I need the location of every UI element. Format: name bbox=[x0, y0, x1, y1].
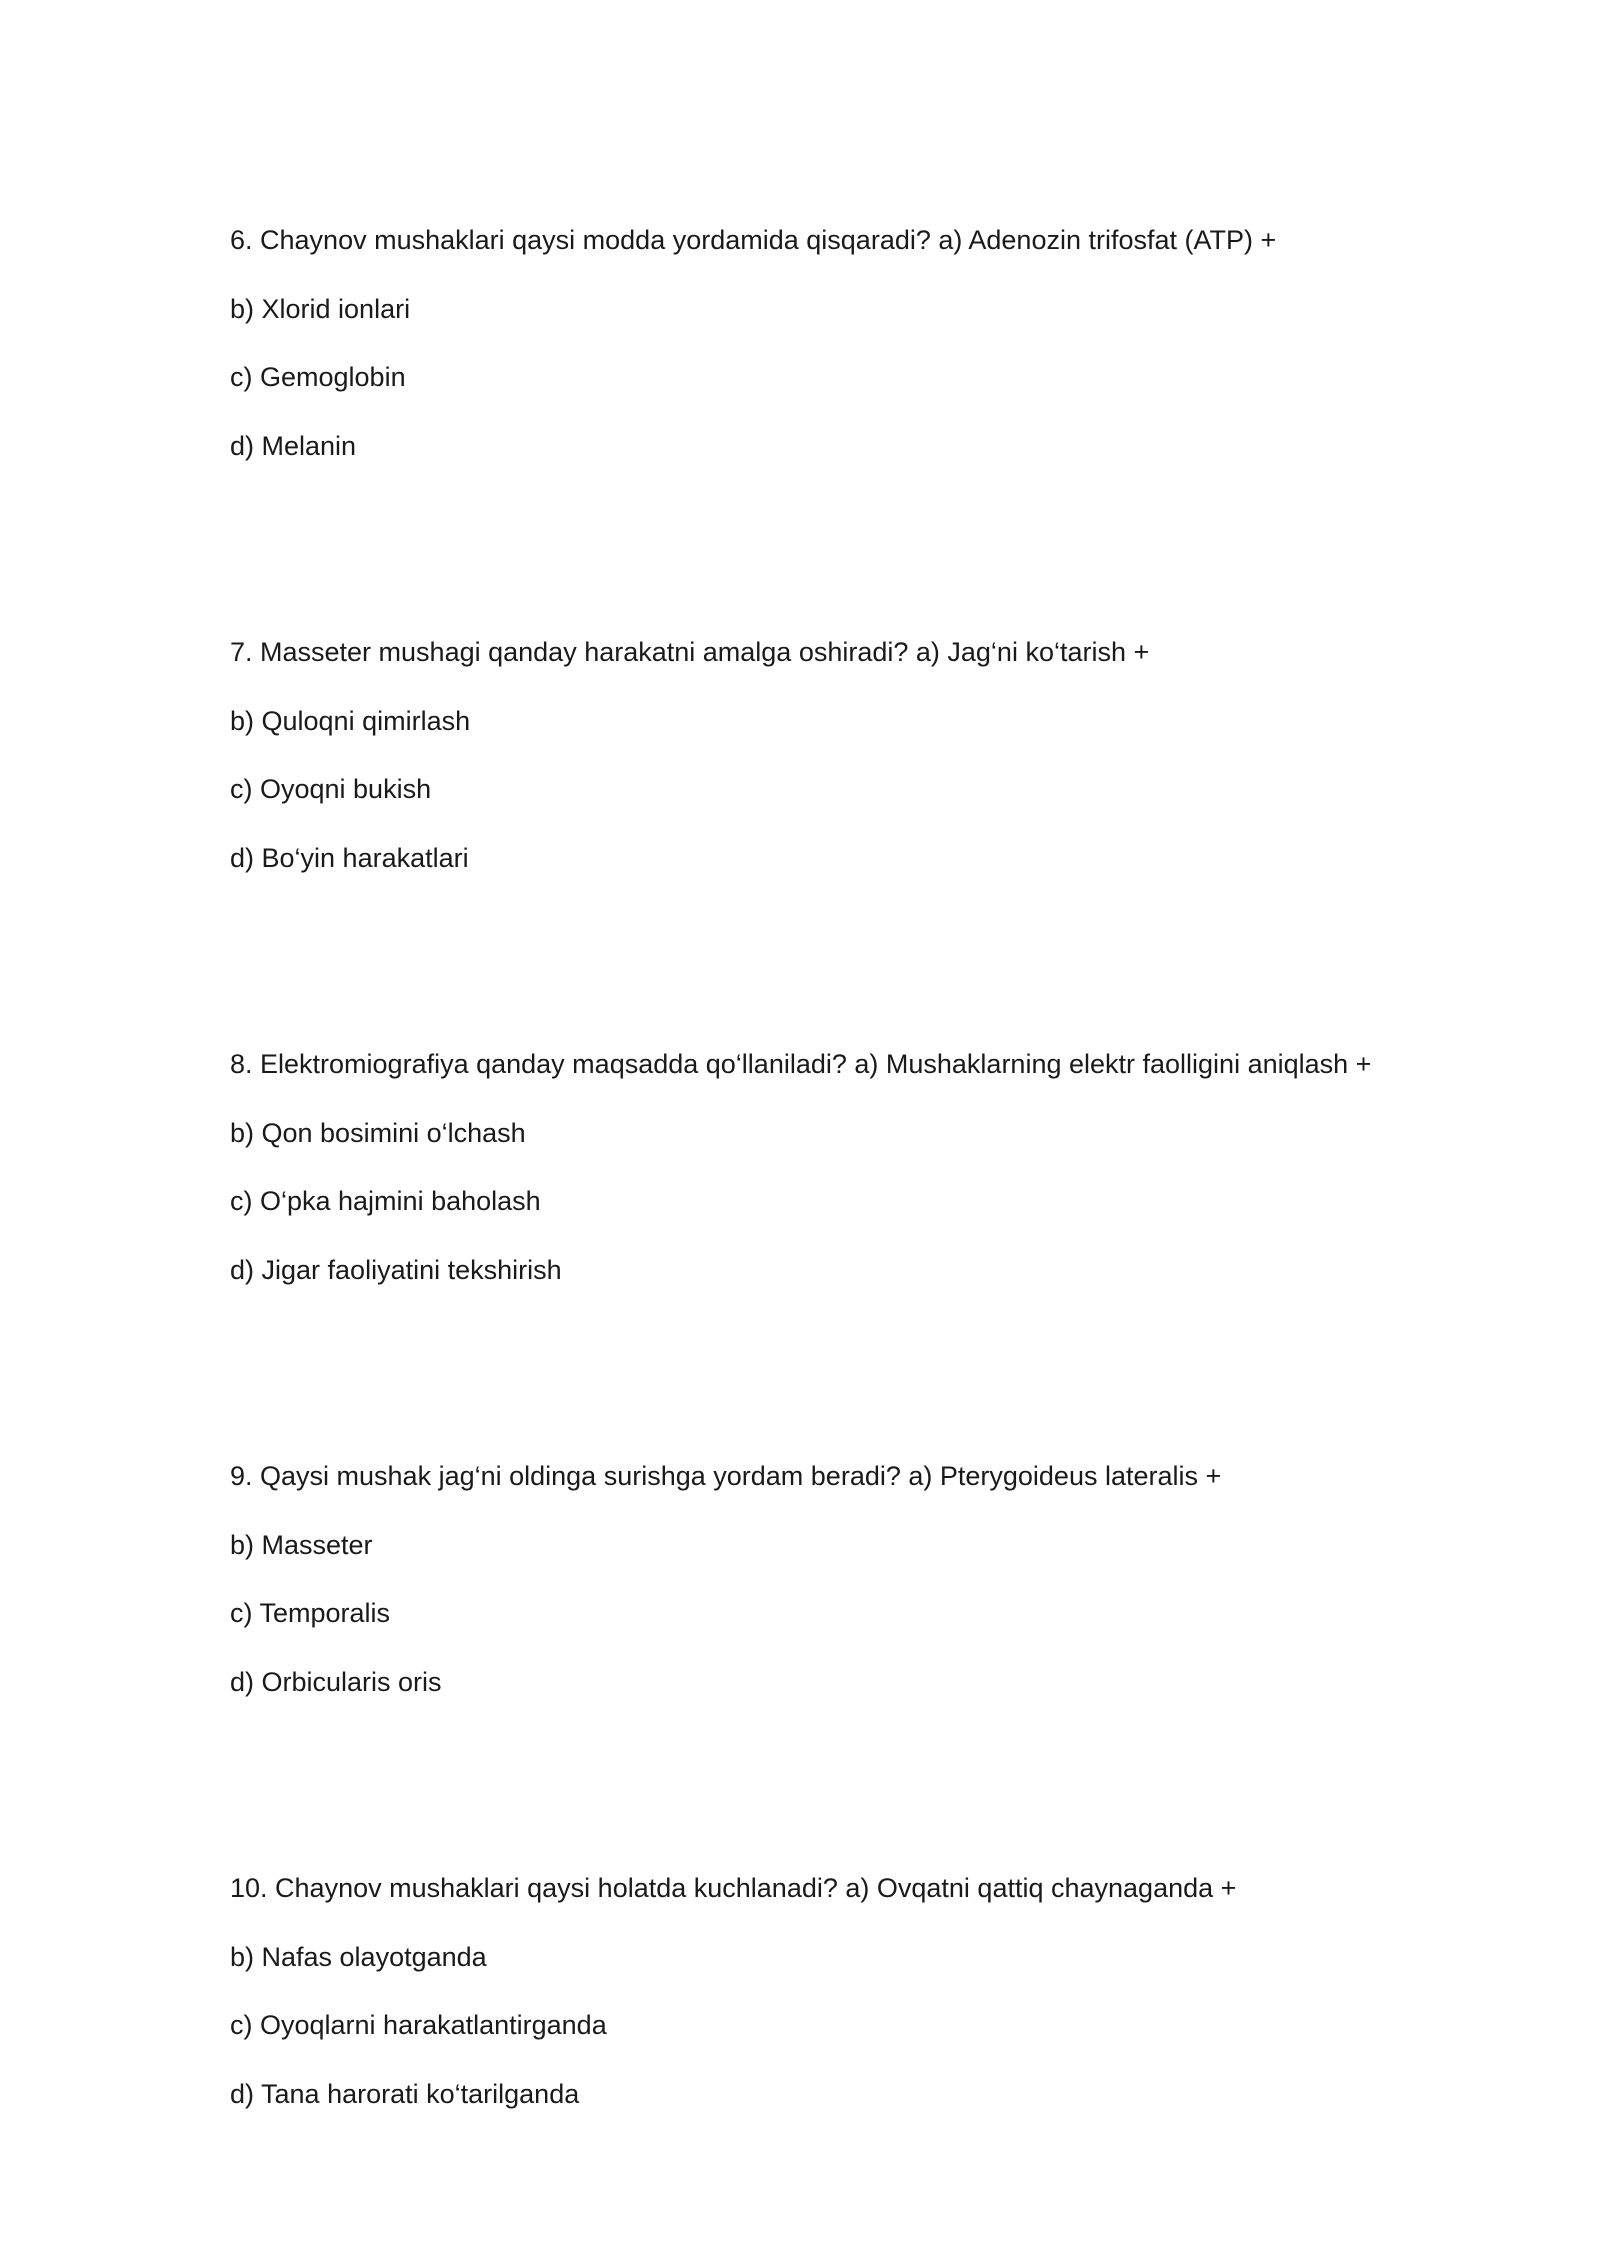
question-6 bbox=[230, 224, 1430, 462]
answer-option-c: c) O‘pka hajmini baholash bbox=[230, 1186, 541, 1216]
answer-option-b: b) Xlorid ionlari bbox=[230, 293, 411, 324]
answer-option-c: c) Oyoqlarni harakatlantirganda bbox=[230, 2010, 607, 2040]
answer-option-c: c) Temporalis bbox=[230, 1598, 391, 1628]
answer-option-d: d) Melanin bbox=[230, 430, 357, 461]
question-prompt: 7. Masseter mushagi qanday harakatni amalga oshiradi? a) Jag‘ni ko‘tarish + bbox=[230, 637, 1150, 667]
question-8 bbox=[230, 1048, 1430, 1286]
question-9 bbox=[230, 1460, 1430, 1698]
answer-option-b: b) Quloqni qimirlash bbox=[230, 705, 471, 736]
question-prompt: 8. Elektromiografiya qanday maqsadda qo‘llaniladi? a) Mushaklarning elektr faolligini aniqlash + bbox=[230, 1049, 1372, 1079]
answer-option-b: b) Qon bosimini o‘lchash bbox=[230, 1117, 526, 1148]
answer-option-c: c) Gemoglobin bbox=[230, 362, 406, 392]
answer-option-d: d) Orbicularis oris bbox=[230, 1666, 442, 1697]
question-10 bbox=[230, 1872, 1430, 2110]
answer-option-d: d) Jigar faoliyatini tekshirish bbox=[230, 1254, 562, 1285]
question-prompt: 9. Qaysi mushak jag‘ni oldinga surishga yordam beradi? a) Pterygoideus lateralis + bbox=[230, 1461, 1222, 1491]
answer-option-b: b) Masseter bbox=[230, 1529, 373, 1560]
answer-option-c: c) Oyoqni bukish bbox=[230, 774, 432, 804]
answer-option-d: d) Tana harorati ko‘tarilganda bbox=[230, 2078, 580, 2109]
answer-option-d: d) Bo‘yin harakatlari bbox=[230, 842, 469, 873]
question-prompt: 10. Chaynov mushaklari qaysi holatda kuchlanadi? a) Ovqatni qattiq chaynaganda + bbox=[230, 1873, 1237, 1903]
answer-option-b: b) Nafas olayotganda bbox=[230, 1941, 487, 1972]
question-prompt: 6. Chaynov mushaklari qaysi modda yordamida qisqaradi? a) Adenozin trifosfat (ATP) + bbox=[230, 225, 1277, 255]
question-7 bbox=[230, 636, 1430, 874]
